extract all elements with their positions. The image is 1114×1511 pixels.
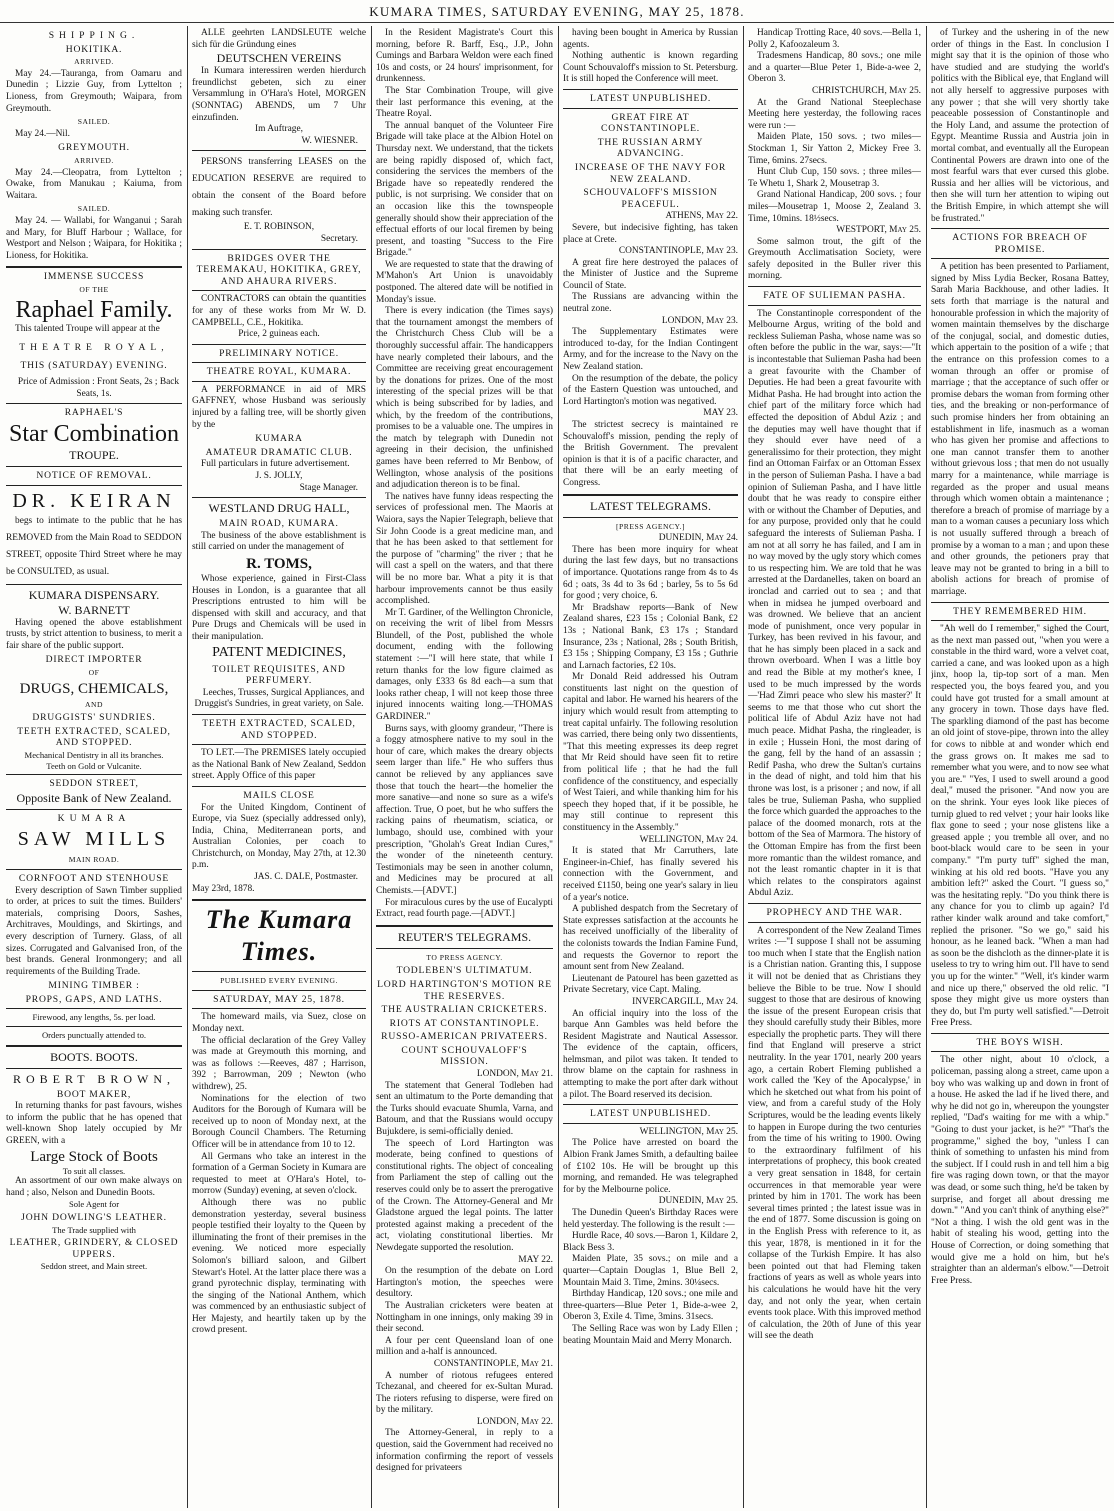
ad-line: TOILET REQUISITES, AND PERFUMERY.: [212, 663, 346, 687]
divider: [192, 744, 366, 745]
race-result: Tradesmens Handicap, 80 sovs.; one mile and a quarter—Blue Peter 1, Bide-a-wee 2, Oberon 3.: [748, 51, 921, 85]
divider: [563, 494, 738, 496]
ad-text: ALLE geehrten LANDSLEUTE welche sich für die Gründung eines: [192, 28, 366, 50]
ad-line: Mechanical Dentistry in all its branches.: [24, 749, 164, 760]
dateline: WELLINGTON, May 24.: [639, 834, 738, 845]
signature: E. T. ROBINSON,: [243, 222, 315, 233]
shipping-entry: May 24.—Tauranga, from Oamaru and Dunedin ; Lizzie Guy, from Lyttelton ; Lioness, from Greymouth; Waipara, from Greymouth.: [6, 68, 182, 114]
article-headline: THE BOYS WISH.: [976, 1036, 1064, 1048]
telegram-text: The Russians are advancing within the neutral zone.: [563, 292, 738, 315]
telegram-headline: INCREASE OF THE NAVY FOR NEW ZEALAND.: [574, 161, 727, 185]
ad-text: For the United Kingdom, Continent of Europe, via Suez (specially addressed only), India, China, Mediterranean ports, and Australian Colonies, per coach to Christchurch, on Monday, May 27th, at 12.30 p.m.: [192, 802, 366, 871]
ad-text: TO LET.—The PREMISES lately occupied as the National Bank of New Zealand, Seddon street. Apply Office of this paper: [192, 748, 366, 782]
divider: [6, 266, 182, 268]
sub-heading: TO PRESS AGENCY.: [426, 952, 503, 962]
ad-heading: PRELIMINARY NOTICE.: [219, 347, 339, 359]
race-result: Handicap Trotting Race, 40 sovs.—Bella 1, Polly 2, Kafoozaleum 3.: [748, 28, 921, 50]
divider: [192, 290, 366, 291]
divider: [931, 228, 1109, 229]
ad-sub: OF THE: [79, 284, 109, 294]
telegram-headline: COUNT SCHOUVALOFF'S MISSION.: [401, 1044, 528, 1068]
dateline: CHRISTCHURCH, May 25.: [812, 85, 921, 96]
divider: [192, 990, 366, 991]
race-result: Hurdle Race, 40 sovs.—Baron 1, Kildare 2, Black Bess 3.: [563, 1231, 738, 1253]
ad-heading: CORNFOOT AND STENHOUSE: [18, 872, 170, 884]
article-headline: THEY REMEMBERED HIM.: [953, 605, 1087, 617]
column-2: [192, 28, 366, 1506]
ad-title: KUMARA DISPENSARY.: [28, 587, 160, 602]
ad-line: Sole Agent for: [68, 1199, 120, 1210]
article-text: of Turkey and the ushering in of the new order of things in the East. In conclusion I might say that it is the opinion of those who have studied and are studying the world's politics with the Biblical eye, that England will not ally herself to aggressive purposes with any power ; that she will very shortly take peaceable possession of Constantinople and the Holy Land, and assume the protection of Egypt. Meantime Russia and Austria join in mortal combat, and eventually all the European Continental Powers are drawn into one of the most fearful wars that ever cursed this globe. Russia and her allies will be victorious, and then she will turn her attention to wiping out the British Empire, in which attempt she will be frustrated.": [931, 28, 1109, 224]
ad-text: A PERFORMANCE in aid of MRS GAFFNEY, whose Husband was seriously injured by a falling tree, will be shortly given by the: [192, 384, 366, 430]
divider: [6, 1026, 182, 1027]
article-headline: FATE OF SULIEMAN PASHA.: [763, 290, 906, 302]
masthead-rule: [0, 22, 1114, 23]
telegram-text: On the resumption of the debate, the policy of the Eastern Question was untouched, and Lord Hartington's motion was negatived.: [563, 373, 738, 407]
ad-heading: TEETH EXTRACTED, SCALED, AND STOPPED.: [202, 717, 356, 741]
ad-line: KUMARA: [255, 433, 303, 445]
telegram-text: The speech of Lord Hartington was moderate, being confined to questions of constitutional rights. The object of concealing from Parliament the step of calling out the reserves could only be to assert the prerogative of the Crown. The Attorney-General and Mr Gladstone argued the legal points. The latter protested against making a precedent of the act, violating constitutional liberties. Mr Newdegate supported the resolution.: [376, 1138, 553, 1253]
race-result: The Selling Race was won by Lady Ellen ; beating Mountain Maid and Merry Monarch.: [563, 1323, 738, 1346]
divider: [748, 922, 921, 923]
divider: [563, 517, 738, 518]
column-rule: [371, 26, 372, 1508]
news-paragraph: All Germans who take an interest in the formation of a German Society in Kumara are requested to meet at O'Hara's Hotel, to-morrow (Sunday) evening, at seven o'clock.: [192, 1151, 366, 1197]
ad-line: AND: [85, 699, 103, 709]
shipping-entry: May 24.—Cleopatra, from Lyttelton ; Owake, from Manukau ; Kaiuma, from Waitara.: [6, 167, 182, 201]
newspaper-nameplate: The Kumara Times.: [205, 905, 353, 967]
news-paragraph: We are requested to state that the drawing of M'Mahon's Art Union is unavoidably postponed. The altered date will be notified in Monday's issue.: [376, 259, 553, 305]
divider: [192, 899, 366, 901]
telegram-text: The Dunedin Queen's Birthday Races were held yesterday. The following is the result :—: [563, 1208, 738, 1230]
ad-text: Leeches, Trusses, Surgical Appliances, and Druggist's Sundries, in great variety, on Sale.: [194, 687, 365, 710]
article-text: The Constantinople correspondent of the Melbourne Argus, writing of the bold and reckless Sulieman Pasha, whose name was so often before the public in the war, says:—"It is incontestable that Sulieman Pasha had been a great favourite with the Chamber of Deputies. He had been a great favourite with Midhat Pasha. He had brought into action the chief part of the military force which had effected the deposition of Abdul Aziz ; and the deputies may well have thought that if they should ever have need of a generalissimo for their protection, they might find an Ottoman Fairfax or an Ottoman Essex in the person of Sulieman Pasha. I have a bad opinion of Sulieman Pasha, and I have little doubt that he was ready to conspire either with or without the Chamber of Deputies, and for any purpose, provided only that he could safeguard the interests of Sulieman Pasha. I am not at all sorry he has failed, and I am in no way moved by the ugly story which comes to us respecting him. We are told that he was arrested at the Dardanelles, taken on board an ironclad and carried out to sea ; and that when in midsea he jumped overboard and was drowned. We believe that an ancient mode of punishment, once very popular in Turkey, has been revived in his favour, and that he has simply been placed in a sack and thrown overboard. When I was a little boy and read the Bible at my mother's knee, I used to be much impressed by the words—'Had Zimri peace who slew his master?' It seems to me that those who cut short the political life of Abdul Aziz have not had much peace. Midhat Pasha, the ringleader, is in exile ; Hussein Honi, the most daring of the gang, fell by the hand of an assassin ; Redif Pasha, who drew the Sultan's curtains in the dead of night, and told him that his throne was lost, is a prisoner ; and now, if all tales be true, Sulieman Pasha, who supplied the force which guarded the approaches to the palace of the doomed monarch, rots at the bottom of the Sea of Marmora. The history of the Ottoman Empire has from the first been more romantic than the wildest romance, and not the least romantic chapter in it is that which relates to the conspirators against Abdul Aziz.: [748, 308, 921, 899]
divider: [192, 497, 366, 498]
divider: [748, 903, 921, 904]
telegram-text: It is stated that Mr Carruthers, late Engineer-in-Chief, has finally severed his connection with the Government, and received £1150, being one year's salary in lieu of a year's notice.: [563, 846, 738, 903]
telegram-text: The Police have arrested on board the Albion Frank James Smith, a defaulting bailee of £102 10s. He will be brought up this morning, and remanded. He was telegraphed for by the Melbourne police.: [563, 1138, 738, 1195]
dateline: MAY 23.: [703, 408, 738, 419]
ad-line: RAPHAEL'S: [64, 407, 124, 419]
signature: Secretary.: [320, 233, 358, 244]
divider: [192, 786, 366, 787]
ad-text: In returning thanks for past favours, wishes to inform the public that he has opened that well-known Shop lately occupied by Mr GREEN, with a: [6, 1101, 182, 1147]
ad-heading: THEATRE ROYAL, KUMARA.: [206, 366, 352, 378]
ad-title: DR. KEIRAN: [12, 489, 176, 512]
signature: W. WIESNER.: [301, 135, 358, 146]
publication-note: PUBLISHED EVERY EVENING.: [220, 976, 338, 986]
divider: [6, 466, 182, 467]
news-paragraph: The homeward mails, via Suez, close on Monday next.: [192, 1012, 366, 1035]
race-result: Grand National Handicap, 200 sovs. ; four miles—Mousetrap 1, Moose 2, Zealand 3. Time, 10mins. 18½secs.: [748, 190, 921, 224]
divider: [931, 1051, 1109, 1052]
divider: [192, 971, 366, 972]
race-result: Maiden Plate, 35 sovs.; on mile and a quarter—Captain Douglas 1, Blue Bell 2, Mountain Maid 3. Time, 2mins. 30¼secs.: [563, 1254, 738, 1288]
telegram-text: There has been more inquiry for wheat during the last few days, but no transactions of importance. Quotations range from 4s to 4s 6d ; oats, 3s 4d to 3s 6d ; barley, 5s to 5s 6d for good ; very choice, 6.: [563, 544, 738, 602]
dateline: CONSTANTINOPLE, May 23.: [618, 246, 738, 257]
issue-date: SATURDAY, MAY 25, 1878.: [213, 993, 345, 1005]
divider: [563, 108, 738, 109]
ad-line: Seddon street, and Main street.: [40, 1261, 148, 1272]
telegram-text: The Attorney-General, in reply to a question, said the Government had received no information confirming the report of vessels designed for privateers: [376, 1428, 553, 1474]
ad-text: Full particulars in future advertisement.: [201, 459, 350, 470]
ad-title: Opposite Bank of New Zealand.: [16, 790, 172, 805]
divider: [931, 258, 1109, 259]
ad-line: JOHN DOWLING'S LEATHER.: [21, 1212, 167, 1223]
news-paragraph: The natives have funny ideas respecting the services of professional men. The Maoris at Waiora, says the Napier Telegraph, believe that Sir John Coode is a great medicine man, and that he has been asked to that settlement for the purpose of "charming" the river ; that he will cast a spell on the waters, and that there will be no more bar. What a pity it is that harbour improvements cannot be thus easily accomplished.: [376, 491, 553, 607]
divider: [376, 925, 553, 927]
ad-line: SEDDON STREET,: [49, 778, 139, 790]
divider: [6, 403, 182, 404]
ad-heading: BRIDGES OVER THE TEREMAKAU, HOKITIKA, GREY, AND AHAURA RIVERS.: [196, 252, 362, 287]
news-paragraph: Although there was no public demonstration yesterday, several business people testified their loyalty to the Queen by illuminating the front of their premises in the evening. We noticed more especially Solomon's billiard saloon, and Gilbert Stewart's Hotel. At the latter place there was a grand pyrotechnic display, terminating with the singing of the National Anthem, which was commenced by an enthusiastic subject of Her Majesty, and heartily taken up by the crowd present.: [192, 1197, 366, 1336]
divider: [931, 1033, 1109, 1034]
divider: [6, 1008, 182, 1009]
news-paragraph: The official declaration of the Grey Valley was made at Greymouth this morning, and was as follows :—Reeves, 487 ; Harrison, 392 ; Barrowman, 209 ; Newton (who withdrew), 25.: [192, 1035, 366, 1092]
ad-title: WESTLAND DRUG HALL,: [208, 501, 350, 516]
sub-heading: SAILED.: [77, 204, 111, 214]
ad-text: Whose experience, gained in First-Class Houses in London, is a guarantee that all Prescriptions entrusted to him will be dispensed with skill and accuracy, and that Pure Drugs and Chemicals will be used in their manipulation.: [192, 574, 366, 642]
dateline: LONDON, May 23.: [661, 315, 738, 326]
telegram-text: Nothing authentic is known regarding Count Schouvaloff's mission to St. Petersburg. It is still hoped the Conference will meet.: [563, 51, 738, 85]
divider: [563, 89, 738, 90]
divider: [192, 344, 366, 345]
divider: [6, 1068, 182, 1069]
divider: [6, 869, 182, 870]
telegram-headline: SCHOUVALOFF'S MISSION PEACEFUL.: [583, 187, 718, 210]
ad-line: Firewood, any lengths, 5s. per load.: [32, 1012, 156, 1023]
telegram-text: Mr Donald Reid addressed his Outram constituents last night on the question of capital and labor. He warned his hearers of the injury which would result from attempting to treat capital unfairly. The following resolution was carried, there being only two dissentients, "That this meeting expresses its deep regret that Mr Reid should have seen fit to retire from political life ; that he had the full confidence of the constituency, and especially of West Taieri, and while thanking him for his speech they hoped that, if it be possible, he may still continue to represent this constituency in the Assembly.": [563, 672, 738, 833]
ad-title: Raphael Family.: [15, 297, 173, 324]
news-paragraph: Nominations for the election of two Auditors for the Borough of Kumara will be received up to noon of Monday next, at the Borough Council Chambers. The Returning Officer will be in attendance from 10 to 12.: [192, 1093, 366, 1150]
divider: [748, 286, 921, 287]
signature: JAS. C. DALE, Postmaster.: [254, 872, 358, 883]
divider: [192, 381, 366, 382]
dateline: WELLINGTON, May 25.: [639, 1126, 738, 1137]
article-text: A correspondent of the New Zealand Times writes :—"I suppose I shall not be assuming too much when I state that the English nation is a Christian nation. Granting this, I suppose it will not be denied that as Christians they believe the Bible to be true. Now I should suggest to those that are desirous of knowing the issue of the present European crisis that they should carefully study their Bibles, more especially the prophetic parts. They will there find that England will preserve a strict neutrality. In the year 1701, nearly 200 years ago, a certain Robert Fleming published a work called the 'Key of the Apocalypse,' in which he sketched out what from his point of view, and from a careful study of the Holy Scriptures, would be the leading events likely to happen in Europe during the two centuries from the time of his writing to 1900. Owing to the extraordinary fulfilment of his interpretations of prophecy, this book created a very great sensation in 1848, for certain occurrences in that memorable year were printed by him in 1701. The work has been several times printed ; the latest issue was in the end of 1877. Some discussion is going on in the English Press with reference to it, as this year, 1878, is mentioned in it for the collapse of the Turkish Empire. It has also been pointed out that had Fleming taken fractions of years as well as whole years into his calculations he would have hit the very day, and not only the year, when certain events took place. With this improved method of calculation, the 20th of June of this year will see the death: [748, 925, 921, 1342]
ad-text: CONTRACTORS can obtain the quantities for any of these works from Mr W. D. CAMPBELL, C.E., Hokitika.: [192, 294, 366, 328]
ad-title: DEUTSCHEN VEREINS: [216, 51, 342, 66]
telegram-headline: GREAT FIRE AT CONSTANTINOPLE.: [601, 111, 700, 135]
ad-title: Star Combination: [9, 421, 179, 448]
ad-line: May 23rd, 1878.: [192, 883, 255, 894]
ad-line: BOOT MAKER,: [56, 1088, 132, 1100]
section-heading: REUTER'S TELEGRAMS.: [397, 929, 532, 944]
ad-title: TROUPE.: [69, 448, 119, 463]
ad-line: DRUGGISTS' SUNDRIES.: [32, 712, 156, 724]
ad-title: ROBERT BROWN,: [12, 1071, 176, 1086]
shipping-entry: May 24. — Wallabi, for Wanganui ; Sarah and Mary, for Bluff Harbour ; Wallace, for Westport and Nelson ; Waipara, for Hokitika ; Lioness, for Hokitika.: [6, 215, 182, 261]
ad-line: MAIN ROAD.: [68, 855, 120, 865]
divider: [563, 1123, 738, 1124]
divider: [748, 305, 921, 306]
telegram-text: Lieutenant de Patourel has been gazetted as Private Secretary, vice Capt. Maling.: [563, 973, 738, 996]
telegram-text: On the resumption of the debate on Lord Hartington's motion, the speeches were desultory.: [376, 1266, 553, 1300]
telegram-text: The Australian cricketers were beaten at Nottingham in one innings, only making 39 in their second.: [376, 1300, 553, 1335]
ad-title: DRUGS, CHEMICALS,: [19, 680, 169, 697]
dateline: LONDON, May 21.: [476, 1069, 553, 1080]
signature: Stage Manager.: [299, 482, 358, 493]
telegram-text: A four per cent Queensland loan of one million and a-half is announced.: [376, 1335, 553, 1358]
section-heading: SHIPPING.: [48, 30, 140, 41]
sub-heading: [PRESS AGENCY.]: [616, 521, 685, 531]
telegram-headline: LORD HARTINGTON'S MOTION RE THE RESERVES.: [377, 978, 552, 1002]
section-heading: LATEST UNPUBLISHED.: [589, 92, 712, 104]
column-3: [376, 28, 553, 1506]
column-5: [748, 28, 921, 1506]
ad-title: PATENT MEDICINES,: [212, 644, 346, 660]
telegram-text: having been bought in America by Russian agents.: [563, 28, 738, 50]
divider: [192, 714, 366, 715]
divider: [931, 620, 1109, 621]
article-headline: PROPHECY AND THE WAR.: [766, 906, 903, 918]
article-text: A petition has been presented to Parliament, signed by Miss Lydia Becker, Rosana Battey, Sarah Maria Backhouse, and other ladies. It sets forth that marriage is the natural and honourable profession in which the majority of women maintain themselves by the discharge of the conjugal, social, and domestic duties, which appertain to the position of a wife ; that the entrance on this profession comes to a woman through an offer or promise of marriage ; that the acceptance of such offer or promise debars the woman from forming other ties, and the breaking or non-performance of such promise hinders her from obtaining an establishment in life, inasmuch as a woman who has given her promise and affections to one man cannot transfer them to another without grievous loss ; that men do not usually marry for a maintenance, while marriage is regarded as the proper and usual means through which women obtain a maintenance ; therefore a breach of promise of marriage by a man to a woman causes a pecuniary loss which is not usually suffered through a breach of promise by a woman to a man ; and upon these and other grounds, the petioners pray that leave may not be granted to bring in a bill to abolish actions for breach of promise of marriage.: [931, 262, 1109, 597]
ad-line: KUMARA: [57, 812, 131, 824]
ad-line: OF: [88, 668, 100, 677]
telegram-headline: RIOTS AT CONSTANTINOPLE.: [389, 1017, 540, 1029]
sub-heading: ARRIVED.: [74, 57, 114, 67]
telegram-text: The strictest secrecy is maintained re Schouvaloff's mission, pending the reply of the British Government. The prevalent opinion is that it is of a pacific character, and that there will be an early meeting of Congress.: [563, 420, 738, 488]
dateline: DUNEDIN, May 24.: [658, 533, 738, 544]
ad-line: LEATHER, GRINDERY, & CLOSED UPPERS.: [9, 1237, 179, 1260]
ad-text: begs to intimate to the public that he has REMOVED from the Main Road to SEDDON STREET, opposite Third Street where he may be CONSULTED, as usual.: [6, 515, 182, 577]
ad-text: The business of the above establishment is still carried on under the management of: [192, 530, 366, 553]
column-rule: [558, 26, 559, 1508]
telegram-text: A number of riotous refugees entered Tchezanal, and cheered for ex-Sultan Murad. The rioters refusing to disperse, were fired on by the military.: [376, 1370, 553, 1416]
ad-text: PERSONS transferring LEASES on the EDUCATION RESERVE are required to obtain the consent of the Board before making such transfer.: [192, 157, 366, 219]
ad-heading: MAILS CLOSE: [243, 789, 315, 801]
divider: [192, 1008, 366, 1009]
sub-heading: ARRIVED.: [74, 155, 114, 165]
telegram-text: A published despatch from the Secretary of State expresses satisfaction at the accounts he has received unofficially of the liberality of the colonists towards the Indian Famine Fund, and requests the Governor to report the amount sent from New Zealand.: [563, 904, 738, 973]
ad-line: TEETH EXTRACTED, SCALED, AND STOPPED.: [17, 725, 171, 749]
ad-line: Price, 2 guineas each.: [238, 329, 320, 340]
news-paragraph: In the Resident Magistrate's Court this morning, before R. Barff, Esq., J.P., John Cumings and Barbara Weldon were each fined 10s and costs, or 24 hours' imprisonment, for drunkenness.: [376, 28, 553, 85]
ad-text: Price of Admission : Front Seats, 2s ; Back Seats, 1s.: [17, 377, 180, 399]
telegram-text: Severe, but indecisive fighting, has taken place at Crete.: [563, 222, 738, 245]
telegram-text: A great fire here destroyed the palaces of the Minister of Justice and the Supreme Council of State.: [563, 257, 738, 291]
ad-line: The Trade supplied with: [52, 1224, 136, 1235]
ad-heading: NOTICE OF REMOVAL.: [36, 470, 152, 482]
ad-text: An assortment of our own make always on hand ; also, Nelson and Dunedin Boots.: [6, 1176, 182, 1198]
column-rule: [743, 26, 744, 1508]
section-heading: LATEST UNPUBLISHED.: [589, 1108, 712, 1120]
masthead: KUMARA TIMES, SATURDAY EVENING, MAY 25, 1878.: [369, 4, 745, 19]
telegram-text: Some salmon trout, the gift of the Greymouth Acclimatisation Society, were safely deposited in the Buller river this morning.: [748, 236, 921, 282]
news-paragraph: Mr T. Gardiner, of the Wellington Chronicle, on receiving the writ of libel from Messrs Blundell, of the Post, published the whole document, ending with the following statement :—"I will here state, that while I return thanks for the low figure claimed as damages, only £333 6s 8d each—a sum that looks rather cheap, I will not keep those three injured innocents waiting long.—THOMAS GARDINER.": [376, 607, 553, 723]
news-paragraph: There is every indication (the Times says) that the tournament amongst the members of the Christchurch Chess Club will be a thoroughly successful affair. The handicappers have nearly completed their labours, and the Committee are receiving great encouragement by the donations for prizes. One of the most interesting of the special prizes will be that which is being subscribed for by ladies, and which, by the freedom of the contributions, promises to be a valuable one. The umpires in the match by telegraph with Dunedin not agreeing in their decision, the unfinished games have been referred to Mr Benbow, of Wellington, whose analysis of the positions and adjudication thereon is to be final.: [376, 306, 553, 491]
divider: [6, 485, 182, 486]
column-1: [6, 28, 182, 1506]
telegram-text: The statement that General Todleben had sent an ultimatum to the Porte demanding that the Turks should evacuate Shumla, Varna, and Batoum, and that the Russians would occupy Bujukdere, is semi-officially denied.: [376, 1080, 553, 1138]
divider: [6, 809, 182, 810]
ad-line: To suit all classes.: [62, 1165, 126, 1176]
sub-heading: SAILED.: [77, 117, 111, 127]
dateline: CONSTANTINOPLE, May 21.: [433, 1358, 553, 1369]
telegram-text: Mr Bradshaw reports—Bank of New Zealand shares, £23 15s ; Colonial Bank, £2 13s ; National Bank, £3 17s ; Standard Insurance, 23s ; National, 28s ; South British, £3 15s ; Shipping Company, £3 15s ; Guthrie and Larnach factories, £2 10s.: [563, 602, 738, 671]
telegram-headline: TODLEBEN'S ULTIMATUM.: [396, 965, 533, 977]
ad-line: Teeth on Gold or Vulcanite.: [46, 760, 142, 771]
ad-heading: IMMENSE SUCCESS: [43, 271, 145, 283]
telegram-headline: THE AUSTRALIAN CRICKETERS.: [381, 1004, 548, 1016]
dateline: WESTPORT, May 25.: [836, 225, 921, 236]
ad-title: W. BARNETT: [58, 602, 130, 617]
ad-line: AMATEUR DRAMATIC CLUB.: [205, 446, 353, 458]
divider: [192, 362, 366, 363]
news-paragraph: Burns says, with gloomy grandeur, "There is a foggy atmosphere native to my soul in the hour of care, which makes the dreary objects seem larger than life." He who suffers thus cannot be relieved by any appliances save those that touch the heart—the homelier the more sanative—and none so sure as a wife's affection. True, O poet, but he who suffers the racking pains of rheumatism, sciatica, or lumbago, should use, combined with your prescription, "Gholah's Great Indian Cures," the wonder of the nineteenth century. Testimonials may be seen in another column, and Medicines may be procured at all Chemists.—[ADVT.]: [376, 723, 553, 896]
race-result: Maiden Plate, 150 sovs. ; two miles—Stockman 1, Sir Yatton 2, Mickey Free 3. Time, 6mins. 27secs.: [748, 132, 921, 166]
ad-line: DIRECT IMPORTER: [45, 654, 143, 666]
dateline: INVERCARGILL, May 24.: [632, 996, 738, 1007]
ad-line: THIS (SATURDAY) EVENING.: [20, 359, 168, 371]
ad-text: Having opened the above establishment trusts, by strict attention to business, to merit a fair share of the public support.: [6, 617, 182, 651]
telegram-text: At the Grand National Steeplechase Meeting here yesterday, the following races were run :—: [748, 97, 921, 131]
telegram-text: An official inquiry into the loss of the barque Ann Gambles was held before the Resident Magistrate and Nautical Assessor. The evidence of the captain, officers, helmsman, and pilot was taken. It tended to throw blame on the captain for rashness in attempting to make the port after dark without a pilot. The Board reserved its decision.: [563, 1008, 738, 1100]
port-heading: HOKITIKA.: [65, 43, 123, 55]
ad-line: MAIN ROAD, KUMARA.: [219, 518, 339, 530]
divider: [563, 1104, 738, 1105]
ad-line: Im Auftrage,: [255, 124, 303, 135]
column-6: [931, 28, 1109, 1506]
column-rule: [926, 26, 927, 1508]
shipping-entry: May 24.—Nil.: [15, 128, 70, 139]
ad-title: BOOTS. BOOTS.: [50, 1049, 138, 1064]
race-result: Birthday Handicap, 120 sovs.; one mile and three-quarters—Blue Peter 1, Bide-a-wee 2, Oberon 3, Exile 4. Time, 3mins. 31secs.: [563, 1289, 738, 1323]
ad-text: Every description of Sawn Timber supplied to order, at prices to suit the times. Builders' materials, comprising Doors, Sashes, Architraves, Mouldings, and Skirtings, and every description of Turnery. Glass, of all sizes. Corrugated and Galvanised Iron, of the best brands. General Ironmongery; and all requirements of the Building Trade.: [6, 885, 182, 977]
divider: [931, 602, 1109, 603]
news-paragraph: The annual banquet of the Volunteer Fire Brigade will take place at the Albion Hotel on Thursday next. We understand, that the tickets are being rapidly disposed of, which fact, considering the services the members of the Brigade have so repeatedly rendered the public, is not surprising. We consider that on an occasion like this the townspeople generally should show their appreciation of the effectual efforts of our local firemen by being present, and toasting "Success to the Fire Brigade.": [376, 120, 553, 259]
article-text: "Ah well do I remember," sighed the Court, as the next man passed out, "when you were a constable in the third ward, wore a velvet coat, carried a cane, and was looked upon as a high jinx, hoop la, tip-top sort of a man. Men respected you, the boys feared you, and you could have got trusted for a small amount at any grocery in town. Those days have fled. The sparkling diamond of the past has become an old joint of stove-pipe, thrown into the alley for cows to nibble at and wonder which end the grass grows on. It makes me sad to remember what you were, and to now see what you are." "Yes, I used to swell around a good deal," mused the prisoner. "And now you are on the shrink. Your eyes look like pieces of turnip glued to red velvet ; your hair looks like flax gone to seed ; your nose glistens like a greased apple ; you tremble all over, and no boot-black would care to be seen in your company." "I'm purty tuff" sighed the man, winking at his old red boots. "Have you any ambition left?" asked the Court. "I guess so," was the hesitating reply. "Do you think there is any chance for you to climb up again? I'd rather kinder walk around and take comfort," replied the prisoner. "So we go," said his honour, as he leaned back. "When a man had as soon be the dishcloth as the dinner-plate it is useless to try to wring him out. I'll have to send you up for the winter." "Well, it's kinder warm and nice up there," observed the old relic. "I spose they might give us more oysters than they do, but I'm purty well satisfied."—Detroit Free Press.: [931, 624, 1109, 1029]
ad-line: Orders punctually attended to.: [41, 1030, 147, 1041]
divider: [376, 948, 553, 949]
news-paragraph: For miraculous cures by the use of Eucalypti Extract, read fourth page.—[ADVT.]: [376, 897, 553, 920]
divider: [192, 150, 366, 151]
ad-line: THEATRE ROYAL,: [19, 342, 169, 354]
signature: J. S. JOLLY,: [255, 471, 303, 482]
ad-title: Large Stock of Boots: [30, 1148, 158, 1165]
telegram-text: The Supplementary Estimates were introduced to-day, for the Indian Contingent Army, and for the increase to the Navy on the New Zealand station.: [563, 327, 738, 373]
ad-line: PROPS, GAPS, AND LATHS.: [25, 993, 163, 1005]
port-heading: GREYMOUTH.: [58, 142, 130, 154]
section-heading: LATEST TELEGRAMS.: [590, 498, 711, 513]
ad-text: This talented Troupe will appear at the: [15, 324, 160, 335]
ad-title: SAW MILLS: [17, 828, 171, 851]
telegram-headline: THE RUSSIAN ARMY ADVANCING.: [597, 136, 704, 160]
dateline: MAY 22.: [518, 1254, 553, 1265]
ad-line: MINING TIMBER :: [48, 980, 140, 992]
column-rule: [187, 26, 188, 1508]
column-4: [563, 28, 738, 1506]
news-paragraph: The Star Combination Troupe, will give their last performance this evening, at the Theatre Royal.: [376, 85, 553, 120]
telegram-headline: RUSSO-AMERICAN PRIVATEERS.: [381, 1031, 548, 1043]
dateline: ATHENS, May 22.: [665, 211, 738, 222]
ad-text: In Kumara interessiren werden hierdurch freundlichst gebeten, sich zu einer Versammlung in O'Hara's Hotel, MORGEN (SONNTAG) ABENDS, um 7 Uhr einzufinden.: [192, 66, 366, 123]
divider: [6, 1045, 182, 1047]
divider: [6, 584, 182, 585]
dateline: LONDON, May 22.: [476, 1416, 553, 1427]
race-result: Hunt Club Cup, 150 sovs. ; three miles—Te Whetu 1, Shark 2, Mousetrap 3.: [748, 167, 921, 189]
dateline: DUNEDIN, May 25.: [658, 1196, 738, 1207]
article-text: The other night, about 10 o'clock, a policeman, passing along a street, came upon a boy who was walking up and down in front of a house. He asked the lad if he lived there, and why he did not go in, whereupon the youngster replied, "Dad's waiting for me with a whip." "Going to dust your jacket, is he?" "That's the programme," sighed the boy, "unless I can think of something to unfasten his mind from the subject. If I could rush in and tell him a big fire was raging down town, or that the mayor was dead, or some such thing, he'd be taken by surprise, and forget all about dressing me down." "And you can't think of anything else?" "Not a thing. I wish the old gent was in the habit of stealing his wood, getting into the House of Correction, or doing something that would give me a hold on him, but he's straighter than an alderman's elbow."—Detroit Free Press.: [931, 1055, 1109, 1286]
article-headline: ACTIONS FOR BREACH OF PROMISE.: [952, 232, 1088, 255]
divider: [192, 249, 366, 250]
divider: [6, 774, 182, 775]
ad-title: R. TOMS,: [246, 556, 312, 572]
